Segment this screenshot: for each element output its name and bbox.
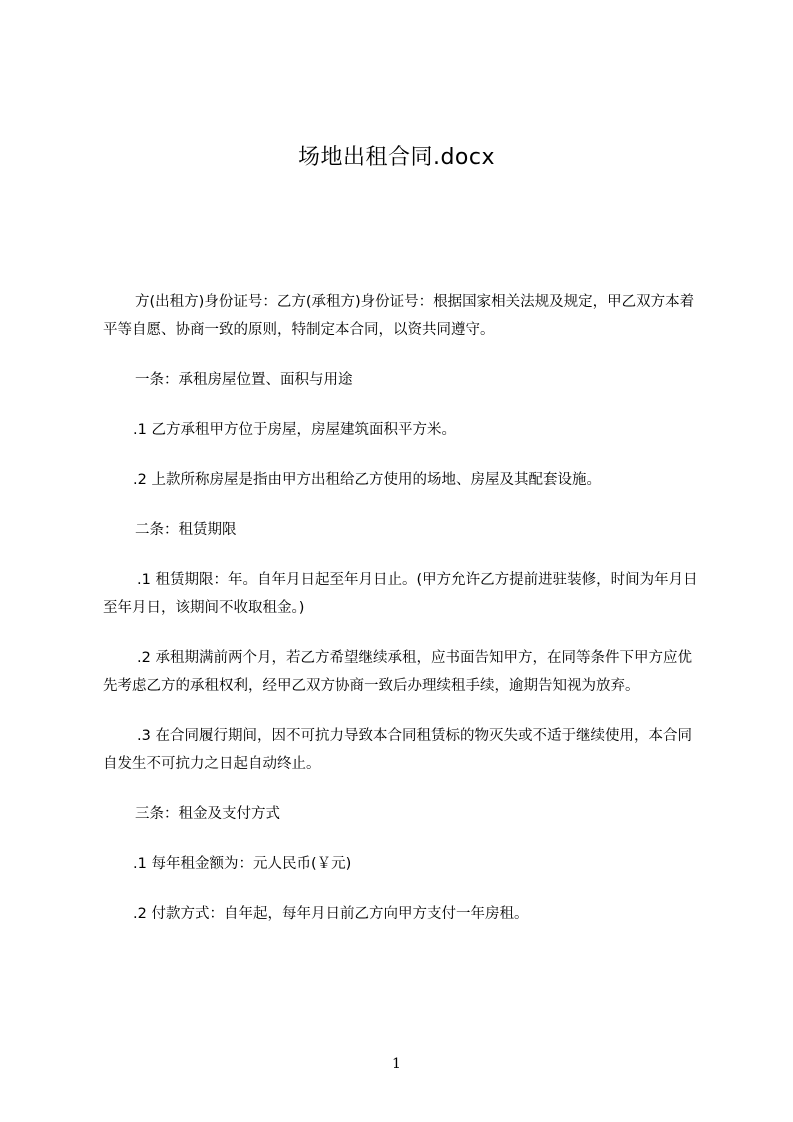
page-number: 1: [392, 1056, 401, 1072]
clause-3-2: .2 付款方式：自年起，每年月日前乙方向甲方支付一年房租。: [133, 906, 529, 922]
clause-2-2: .2 承租期满前两个月，若乙方希望继续承租，应书面告知甲方，在同等条件下甲方应优先考虑乙方的承租权利，经甲乙双方协商一致后办理续租手续，逾期告知视为放弃。: [103, 650, 692, 694]
document-title: 场地出租合同.docx: [297, 145, 496, 170]
heading-article-1: 一条：承租房屋位置、面积与用途: [135, 372, 353, 388]
heading-article-3: 三条：租金及支付方式: [135, 806, 280, 822]
document-body: [103, 288, 703, 950]
clause-3-1: .1 每年租金额为：元人民币(￥元): [133, 856, 352, 872]
heading-article-2: 二条：租赁期限: [135, 522, 237, 538]
clause-1-1: .1 乙方承租甲方位于房屋，房屋建筑面积平方米。: [133, 422, 456, 438]
clause-2-3: .3 在合同履行期间，因不可抗力导致本合同租赁标的物灭失或不适于继续使用，本合同自发生不可抗力之日起自动终止。: [103, 728, 692, 772]
clause-1-2: .2 上款所称房屋是指由甲方出租给乙方使用的场地、房屋及其配套设施。: [133, 472, 601, 488]
paragraph-preamble: 方(出租方)身份证号：乙方(承租方)身份证号：根据国家相关法规及规定，甲乙双方本着平等自愿、协商一致的原则，特制定本合同，以资共同遵守。: [103, 294, 695, 338]
clause-2-1: .1 租赁期限：年。自年月日起至年月日止。(甲方允许乙方提前进驻装修，时间为年月日至年月日，该期间不收取租金。): [103, 572, 698, 616]
